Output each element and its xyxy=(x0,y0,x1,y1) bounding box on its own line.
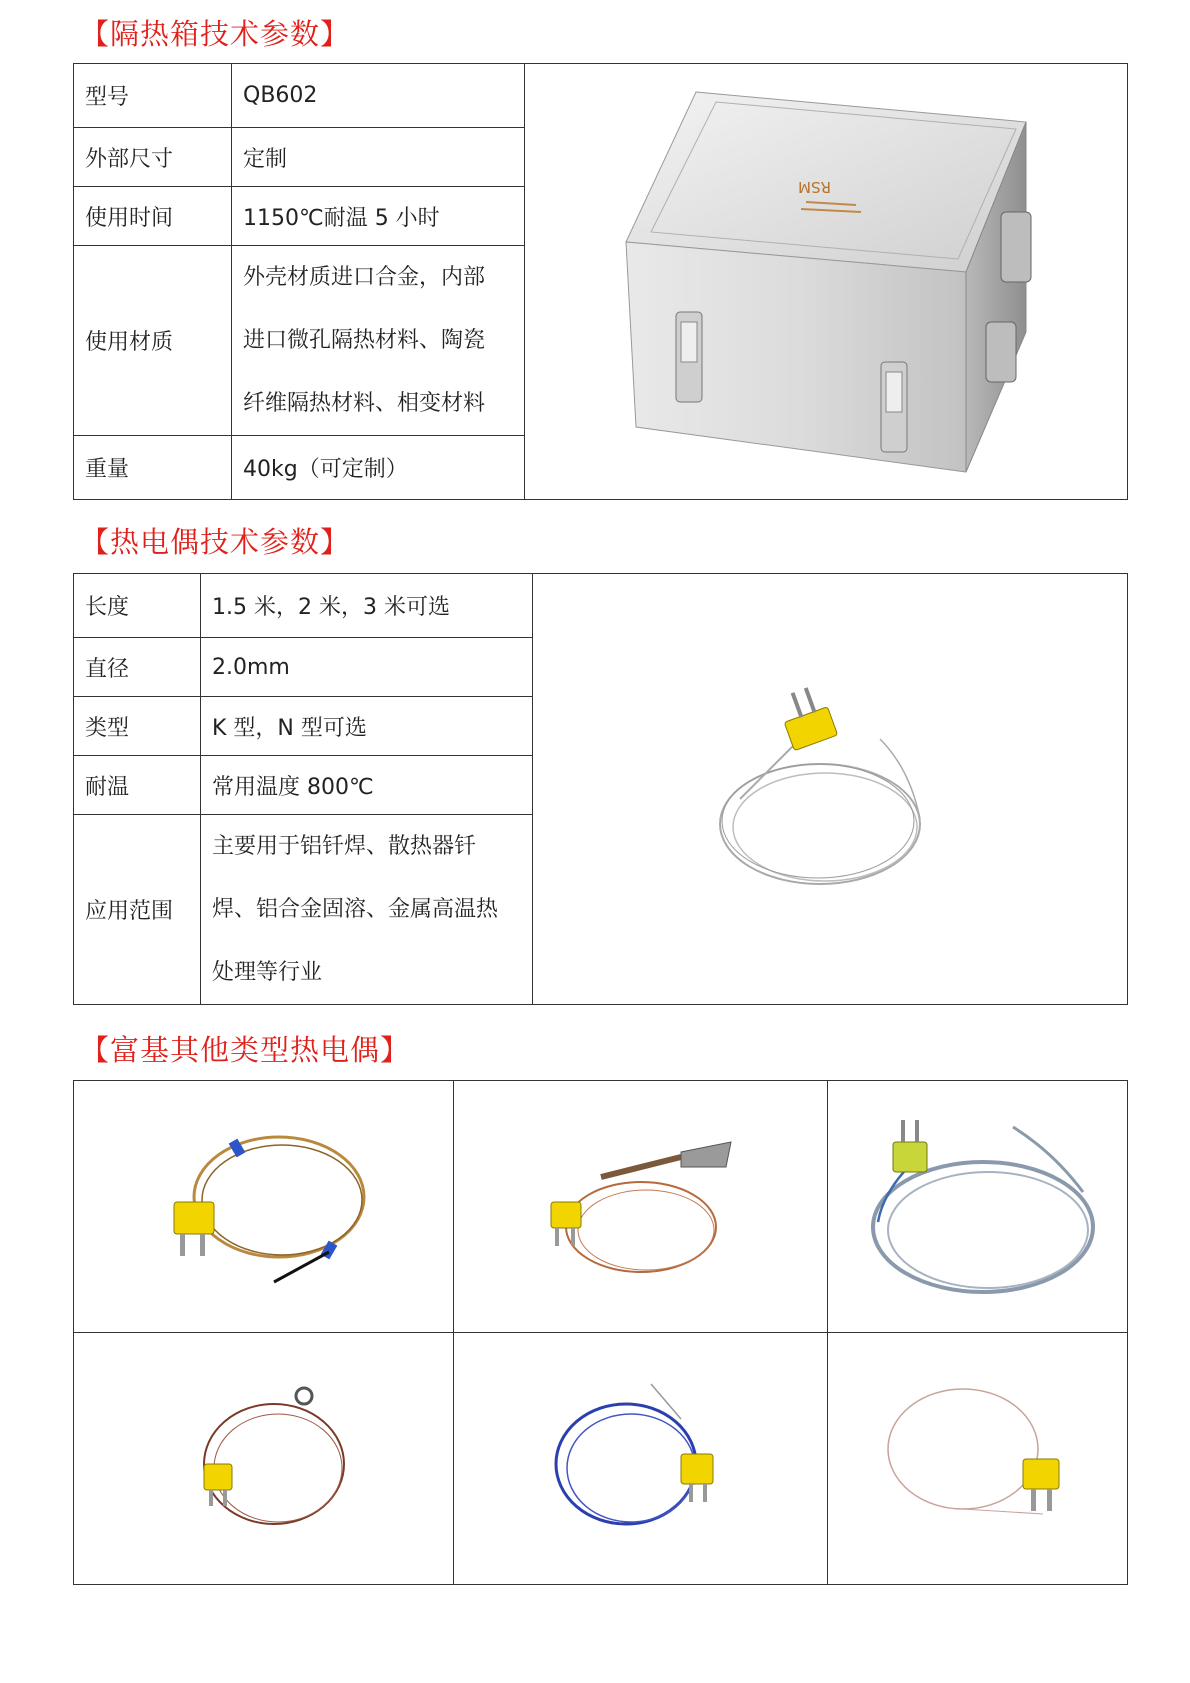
spec-value: 1150℃耐温 5 小时 xyxy=(232,187,525,246)
box-spec-table xyxy=(73,63,1128,500)
thermocouple-image xyxy=(164,1374,364,1544)
spec-value-line: 处理等行业 xyxy=(212,960,323,985)
thermocouple-image xyxy=(531,1122,751,1292)
spec-value: 2.0mm xyxy=(201,638,533,697)
spec-value xyxy=(232,246,525,436)
table-row xyxy=(74,64,1128,128)
spec-value: 定制 xyxy=(232,128,525,187)
spec-value-line: 焊、铝合金固溶、金属高温热 xyxy=(212,897,499,922)
other-thermocouples-grid xyxy=(73,1080,1128,1585)
spec-label: 使用时间 xyxy=(74,187,232,246)
other-section-title: 【富基其他类型热电偶】 xyxy=(80,1033,411,1067)
spec-value: QB602 xyxy=(232,64,525,128)
table-row xyxy=(74,1081,1128,1333)
grid-cell xyxy=(454,1333,828,1585)
grid-cell xyxy=(74,1333,454,1585)
thermocouple-image xyxy=(144,1122,384,1292)
grid-cell xyxy=(828,1081,1128,1333)
grid-cell xyxy=(74,1081,454,1333)
thermocouple-photo xyxy=(533,574,1128,1005)
thermocouple-image xyxy=(531,1374,751,1544)
spec-value xyxy=(201,815,533,1005)
insulation-box-image xyxy=(606,77,1046,487)
spec-value-line: 主要用于铝钎焊、散热器钎 xyxy=(212,834,477,859)
spec-value: K 型，N 型可选 xyxy=(201,697,533,756)
spec-label: 直径 xyxy=(74,638,201,697)
spec-label: 使用材质 xyxy=(74,246,232,436)
thermocouple-section-title: 【热电偶技术参数】 xyxy=(80,525,351,559)
spec-label: 长度 xyxy=(74,574,201,638)
thermocouple-image xyxy=(853,1102,1103,1312)
spec-label: 类型 xyxy=(74,697,201,756)
thermocouple-image xyxy=(863,1374,1093,1544)
table-row xyxy=(74,1333,1128,1585)
box-photo xyxy=(525,64,1128,500)
thermocouple-image xyxy=(700,669,960,909)
grid-cell xyxy=(828,1333,1128,1585)
spec-label: 重量 xyxy=(74,436,232,500)
spec-value-line: 外壳材质进口合金，内部 xyxy=(243,265,486,290)
spec-value: 常用温度 800℃ xyxy=(201,756,533,815)
spec-value: 40kg（可定制） xyxy=(232,436,525,500)
thermocouple-spec-table xyxy=(73,573,1128,1005)
table-row xyxy=(74,574,1128,638)
spec-label: 外部尺寸 xyxy=(74,128,232,187)
box-logo-text: RSM xyxy=(798,177,831,196)
box-section-title: 【隔热箱技术参数】 xyxy=(80,17,351,51)
spec-label: 型号 xyxy=(74,64,232,128)
spec-value-line: 纤维隔热材料、相变材料 xyxy=(243,391,486,416)
spec-label: 耐温 xyxy=(74,756,201,815)
grid-cell xyxy=(454,1081,828,1333)
spec-label: 应用范围 xyxy=(74,815,201,1005)
spec-value-line: 进口微孔隔热材料、陶瓷 xyxy=(243,328,486,353)
spec-value: 1.5 米，2 米，3 米可选 xyxy=(201,574,533,638)
